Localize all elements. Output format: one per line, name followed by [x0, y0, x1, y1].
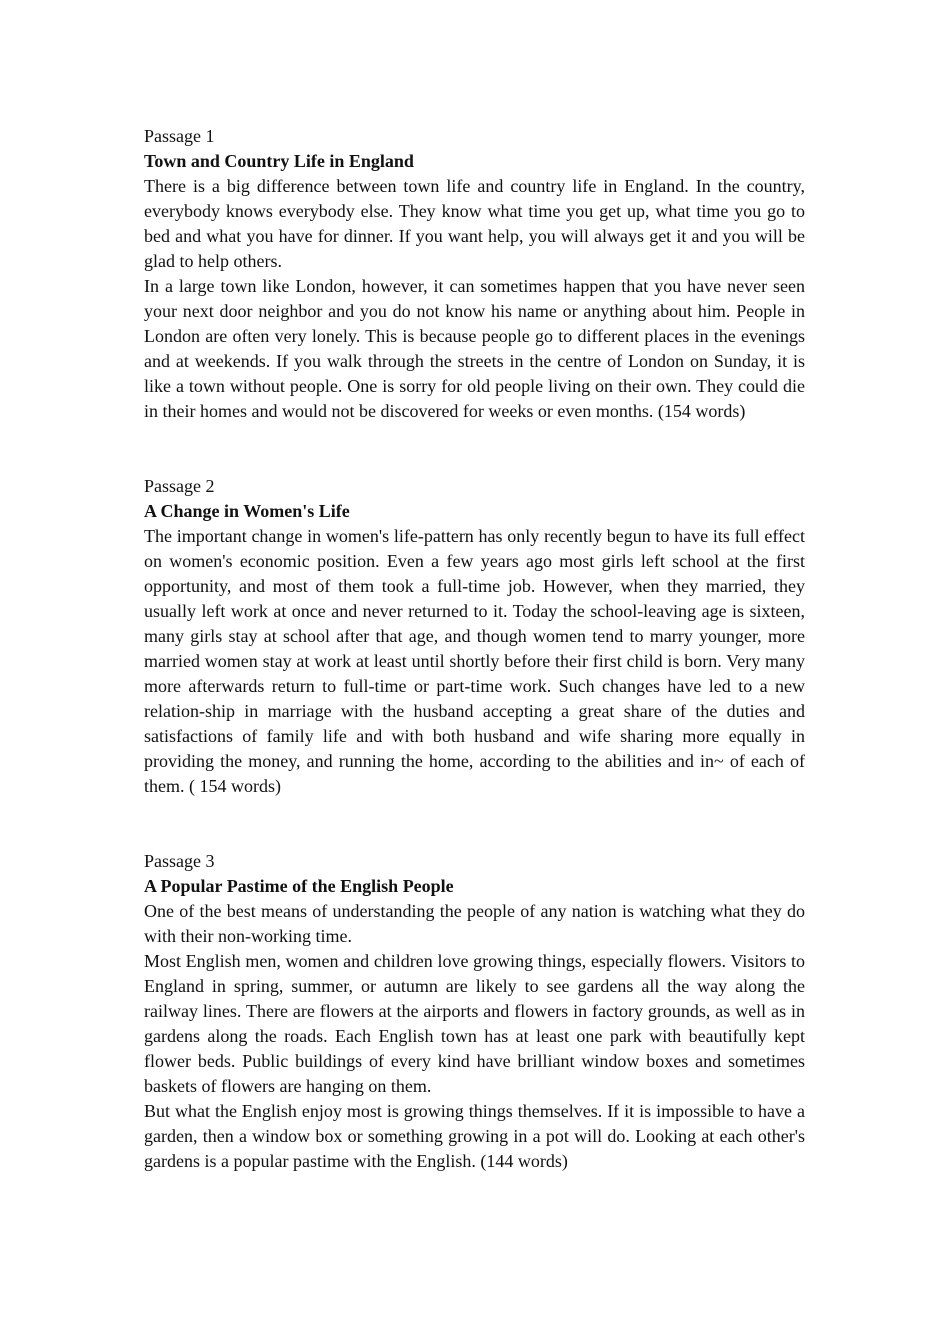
passage-label: Passage 2 [144, 476, 215, 496]
passage-2 [144, 474, 805, 799]
document-page [144, 124, 805, 1174]
passage-title: A Change in Women's Life [144, 501, 350, 521]
passage-title: Town and Country Life in England [144, 151, 414, 171]
passage-3 [144, 849, 805, 1174]
passage-1 [144, 124, 805, 424]
paragraph: The important change in women's life-pattern has only recently begun to have its full effect on women's economic position. Even a few years ago most girls left school at the first opportunity, and most of them took a full-time job. However, when they married, they usually left work at once and never returned to it. Today the school-leaving age is sixteen, many girls stay at school after that age, and though women tend to marry younger, more married women stay at work at least until shortly before their first child is born. Very many more afterwards return to full-time or part-time work. Such changes have led to a new relation-ship in marriage with the husband accepting a great share of the duties and satisfactions of family life and with both husband and wife sharing more equally in providing the money, and running the home, according to the abilities and in~ of each of them. ( 154 words) [144, 526, 805, 796]
passage-label: Passage 3 [144, 851, 215, 871]
passage-label: Passage 1 [144, 126, 215, 146]
passage-title: A Popular Pastime of the English People [144, 876, 454, 896]
paragraph: One of the best means of understanding the people of any nation is watching what they do with their non-working time. [144, 901, 805, 946]
paragraph: In a large town like London, however, it can sometimes happen that you have never seen your next door neighbor and you do not know his name or anything about him. People in London are often very lonely. This is because people go to different places in the evenings and at weekends. If you walk through the streets in the centre of London on Sunday, it is like a town without people. One is sorry for old people living on their own. They could die in their homes and would not be discovered for weeks or even months. (154 words) [144, 276, 805, 421]
paragraph: But what the English enjoy most is growing things themselves. If it is impossible to have a garden, then a window box or something growing in a pot will do. Looking at each other's gardens is a popular pastime with the English. (144 words) [144, 1101, 805, 1171]
paragraph: There is a big difference between town life and country life in England. In the country, everybody knows everybody else. They know what time you get up, what time you go to bed and what you have for dinner. If you want help, you will always get it and you will be glad to help others. [144, 176, 805, 271]
paragraph: Most English men, women and children love growing things, especially flowers. Visitors to England in spring, summer, or autumn are likely to see gardens all the way along the railway lines. There are flowers at the airports and flowers in factory grounds, as well as in gardens along the roads. Each English town has at least one park with beautifully kept flower beds. Public buildings of every kind have brilliant window boxes and sometimes baskets of flowers are hanging on them. [144, 951, 805, 1096]
